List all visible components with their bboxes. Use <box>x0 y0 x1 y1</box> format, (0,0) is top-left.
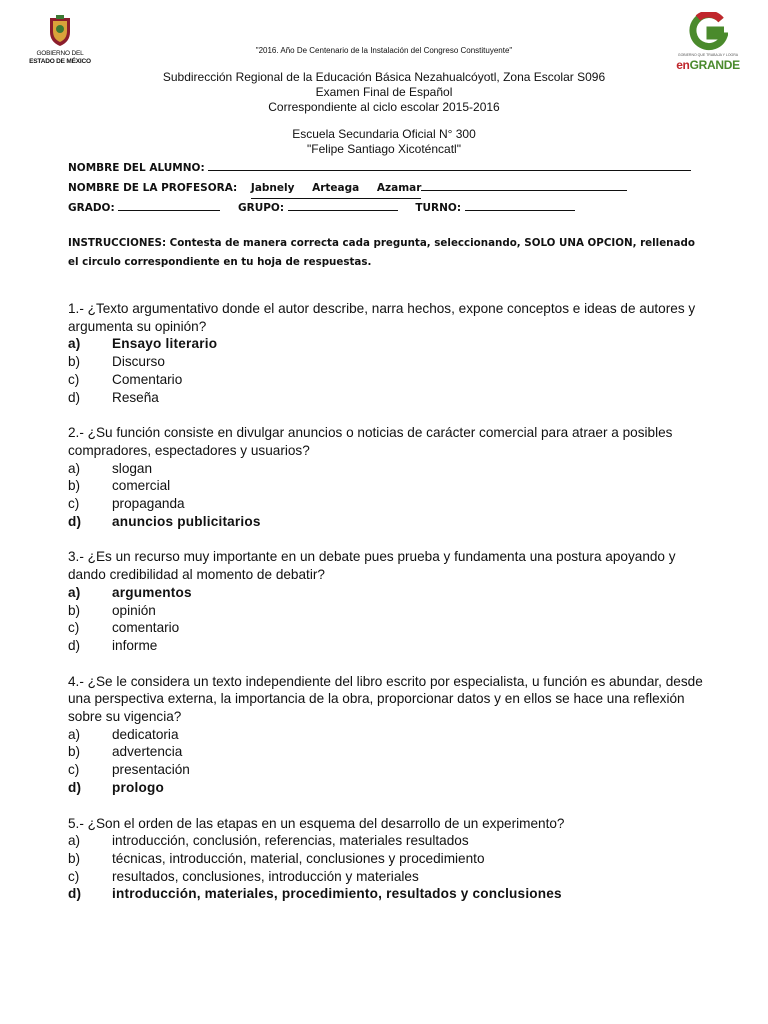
question-stem: 5.- ¿Son el orden de las etapas en un esquema del desarrollo de un experimento? <box>68 815 565 831</box>
group-label: GRUPO: <box>237 202 285 214</box>
option-item[interactable]: d) prologo <box>68 779 164 795</box>
student-info-fields <box>68 159 708 219</box>
option-item[interactable]: a) slogan <box>68 460 153 476</box>
header-line-5: "Felipe Santiago Xicoténcatl" <box>307 142 461 156</box>
header-line-3: Correspondiente al ciclo escolar 2015-2016 <box>268 100 500 114</box>
option-item[interactable]: b) comercial <box>68 478 171 494</box>
logo-engrande <box>672 12 744 71</box>
student-name-row <box>68 159 708 179</box>
teacher-name-row <box>68 179 708 200</box>
question-3 <box>68 548 708 654</box>
teacher-name-value: Jabnely Arteaga Azamar <box>251 179 422 200</box>
option-item[interactable]: c) Comentario <box>68 371 183 387</box>
option-item[interactable]: d) informe <box>68 637 158 653</box>
teacher-name-label: NOMBRE DE LA PROFESORA: <box>68 181 238 194</box>
header-line-4: Escuela Secundaria Oficial N° 300 <box>292 127 476 141</box>
option-item[interactable]: d) anuncios publicitarios <box>68 513 261 529</box>
student-name-label: NOMBRE DEL ALUMNO: <box>68 162 205 174</box>
option-item[interactable]: b) Discurso <box>68 354 165 370</box>
question-stem: 3.- ¿Es un recurso muy importante en un debate pues prueba y fundamenta una postura apoyando y dando credibilidad al momento de debatir? <box>68 549 676 583</box>
option-item[interactable]: a) dedicatoria <box>68 726 179 742</box>
option-item[interactable]: b) técnicas, introducción, material, conclusiones y procedimiento <box>68 850 485 866</box>
option-item[interactable]: b) opinión <box>68 602 156 618</box>
header-line-1: Subdirección Regional de la Educación Básica Nezahualcóyotl, Zona Escolar S096 <box>162 70 606 84</box>
shift-blank[interactable] <box>465 199 575 211</box>
document-header <box>0 70 768 157</box>
group-blank[interactable] <box>288 199 398 211</box>
option-item[interactable]: c) presentación <box>68 762 190 778</box>
option-item[interactable]: d) introducción, materiales, procedimiento, resultados y conclusiones <box>68 886 562 902</box>
left-logo-caption-2: ESTADO DE MÉXICO <box>29 57 91 65</box>
shift-label: TURNO: <box>415 202 462 214</box>
instructions: INSTRUCCIONES: Contesta de manera correcta cada pregunta, seleccionando, SOLO UNA OPCION, rellenado el circulo correspondiente en tu hoja de respuestas. <box>68 237 695 268</box>
student-name-blank[interactable] <box>208 159 691 171</box>
option-item[interactable]: b) advertencia <box>68 744 183 760</box>
questions-list <box>68 300 708 921</box>
question-4 <box>68 673 708 797</box>
question-5 <box>68 815 708 904</box>
option-item[interactable]: a) Ensayo literario <box>68 336 218 352</box>
grade-group-shift-row <box>68 199 708 219</box>
coat-of-arms-icon <box>47 14 73 48</box>
option-item[interactable]: c) propaganda <box>68 496 185 512</box>
option-item[interactable]: d) Reseña <box>68 389 159 405</box>
grade-blank[interactable] <box>118 199 220 211</box>
option-item[interactable]: c) comentario <box>68 620 180 636</box>
right-logo-word-grande: GRANDE <box>689 58 740 72</box>
right-logo-small-text: GOBIERNO QUE TRABAJA Y LOGRA <box>677 53 739 57</box>
question-stem: 1.- ¿Texto argumentativo donde el autor describe, narra hechos, expone conceptos e ideas de autores y argumenta su opinión? <box>68 301 696 334</box>
option-item[interactable]: a) introducción, conclusión, referencias, materiales resultados <box>68 833 469 849</box>
left-logo-caption-1: GOBIERNO DEL <box>36 50 84 57</box>
logo-estado-de-mexico <box>28 14 92 65</box>
right-logo-word-en: en <box>676 58 690 72</box>
header-line-2: Examen Final de Español <box>315 85 453 99</box>
option-item[interactable]: a) argumentos <box>68 584 192 600</box>
question-stem: 2.- ¿Su función consiste en divulgar anuncios o noticias de carácter comercial para atraer a posibles compradores, espectadores y usuarios? <box>68 425 673 458</box>
question-2 <box>68 424 708 530</box>
motto: "2016. Año De Centenario de la Instalación del Congreso Constituyente" <box>255 46 513 55</box>
option-item[interactable]: c) resultados, conclusiones, introducción y materiales <box>68 868 419 884</box>
question-1 <box>68 300 708 406</box>
question-stem: 4.- ¿Se le considera un texto independiente del libro escrito por especialista, u función es abundar, desde una perspectiva externa, la importancia de la obra, proporcionar datos y en ellos se hace una reflexión sobre su vigencia? <box>68 673 703 725</box>
grade-label: GRADO: <box>68 202 115 214</box>
